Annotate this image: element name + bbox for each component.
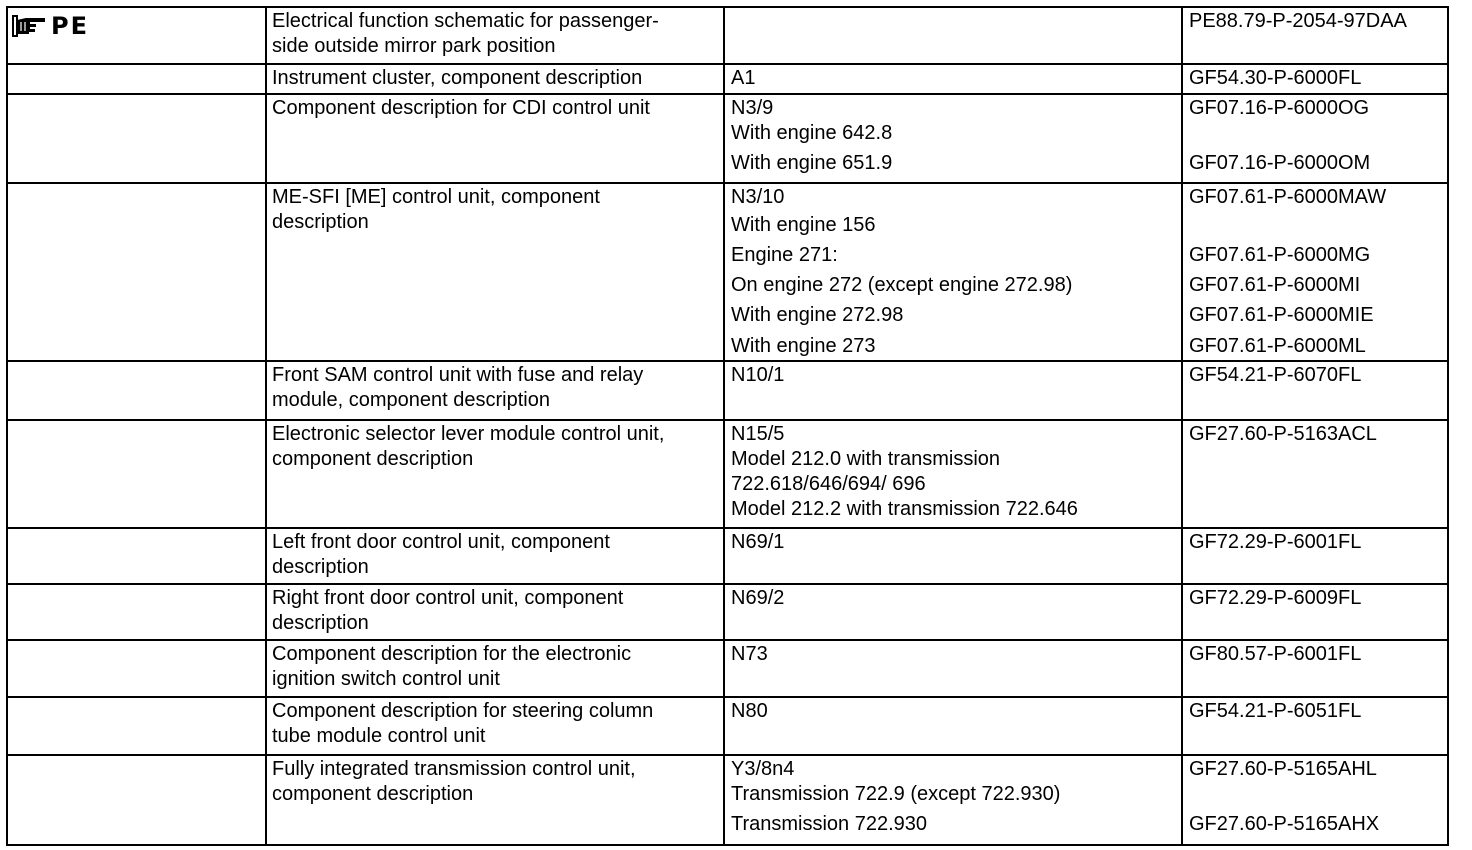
component-description: component description: [272, 783, 474, 805]
document-code: GF07.16-P-6000OM: [1189, 152, 1371, 174]
document-code: GF07.61-P-6000MIE: [1189, 304, 1374, 326]
column-rule: [6, 6, 8, 846]
component-description: Right front door control unit, component: [272, 587, 624, 609]
component-description: component description: [272, 448, 474, 470]
component-designation: Model 212.2 with transmission 722.646: [731, 498, 1078, 520]
column-rule: [723, 6, 725, 846]
document-code: GF27.60-P-5165AHL: [1189, 758, 1377, 780]
row-rule: [6, 527, 1449, 529]
column-rule: [1181, 6, 1183, 846]
component-description: side outside mirror park position: [272, 35, 556, 57]
component-designation: N15/5: [731, 423, 785, 445]
component-description: Electronic selector lever module control unit,: [272, 423, 665, 445]
component-designation: N80: [731, 700, 768, 722]
row-rule: [6, 419, 1449, 421]
row-rule: [6, 93, 1449, 95]
component-designation: N69/2: [731, 587, 785, 609]
component-description: module, component description: [272, 389, 550, 411]
document-code: GF80.57-P-6001FL: [1189, 643, 1362, 665]
document-code: GF72.29-P-6001FL: [1189, 531, 1362, 553]
component-description: description: [272, 612, 369, 634]
component-designation: N73: [731, 643, 768, 665]
component-designation: With engine 273: [731, 335, 876, 357]
row-rule: [6, 696, 1449, 698]
component-designation: With engine 642.8: [731, 122, 893, 144]
document-code: GF54.30-P-6000FL: [1189, 67, 1362, 89]
component-designation: Model 212.0 with transmission: [731, 448, 1001, 470]
component-designation: On engine 272 (except engine 272.98): [731, 274, 1073, 296]
document-code: GF27.60-P-5163ACL: [1189, 423, 1377, 445]
component-designation: N3/9: [731, 97, 774, 119]
document-code: GF07.61-P-6000ML: [1189, 335, 1366, 357]
component-description: Component description for CDI control unit: [272, 97, 650, 119]
component-description: ignition switch control unit: [272, 668, 500, 690]
pe-marker-label: PE: [51, 12, 89, 40]
document-code: GF54.21-P-6051FL: [1189, 700, 1362, 722]
component-designation: A1: [731, 67, 756, 89]
component-designation: Transmission 722.930: [731, 813, 928, 835]
component-designation: With engine 156: [731, 214, 876, 236]
row-rule: [6, 6, 1449, 8]
component-description: ME-SFI [ME] control unit, component: [272, 186, 600, 208]
component-designation: Y3/8n4: [731, 758, 795, 780]
document-code: GF07.61-P-6000MI: [1189, 274, 1361, 296]
row-rule: [6, 844, 1449, 846]
component-designation: N69/1: [731, 531, 785, 553]
document-code: GF54.21-P-6070FL: [1189, 364, 1362, 386]
document-code: GF07.61-P-6000MAW: [1189, 186, 1387, 208]
column-rule: [1447, 6, 1449, 846]
row-rule: [6, 182, 1449, 184]
document-code: GF07.16-P-6000OG: [1189, 97, 1370, 119]
row-rule: [6, 583, 1449, 585]
component-description: Electrical function schematic for passenger-: [272, 10, 659, 32]
component-designation: With engine 272.98: [731, 304, 904, 326]
component-description: Component description for steering column: [272, 700, 654, 722]
component-description: Component description for the electronic: [272, 643, 632, 665]
document-code: PE88.79-P-2054-97DAA: [1189, 10, 1407, 32]
component-designation: N10/1: [731, 364, 785, 386]
component-description: description: [272, 556, 369, 578]
component-description: description: [272, 211, 369, 233]
component-description: tube module control unit: [272, 725, 486, 747]
document-code: GF27.60-P-5165AHX: [1189, 813, 1380, 835]
component-description: Left front door control unit, component: [272, 531, 610, 553]
component-designation: Transmission 722.9 (except 722.930): [731, 783, 1061, 805]
component-designation: With engine 651.9: [731, 152, 893, 174]
document-code: GF72.29-P-6009FL: [1189, 587, 1362, 609]
row-rule: [6, 754, 1449, 756]
document-code: GF07.61-P-6000MG: [1189, 244, 1371, 266]
row-rule: [6, 63, 1449, 65]
component-designation: Engine 271:: [731, 244, 838, 266]
pointing-hand-icon: [12, 14, 48, 38]
row-rule: [6, 639, 1449, 641]
component-description: Fully integrated transmission control unit,: [272, 758, 636, 780]
row-rule: [6, 360, 1449, 362]
pe-marker: [12, 12, 89, 40]
column-rule: [265, 6, 267, 846]
reference-table: [6, 6, 1449, 846]
component-description: Instrument cluster, component description: [272, 67, 643, 89]
component-designation: N3/10: [731, 186, 785, 208]
component-description: Front SAM control unit with fuse and relay: [272, 364, 644, 386]
component-designation: 722.618/646/694/ 696: [731, 473, 926, 495]
